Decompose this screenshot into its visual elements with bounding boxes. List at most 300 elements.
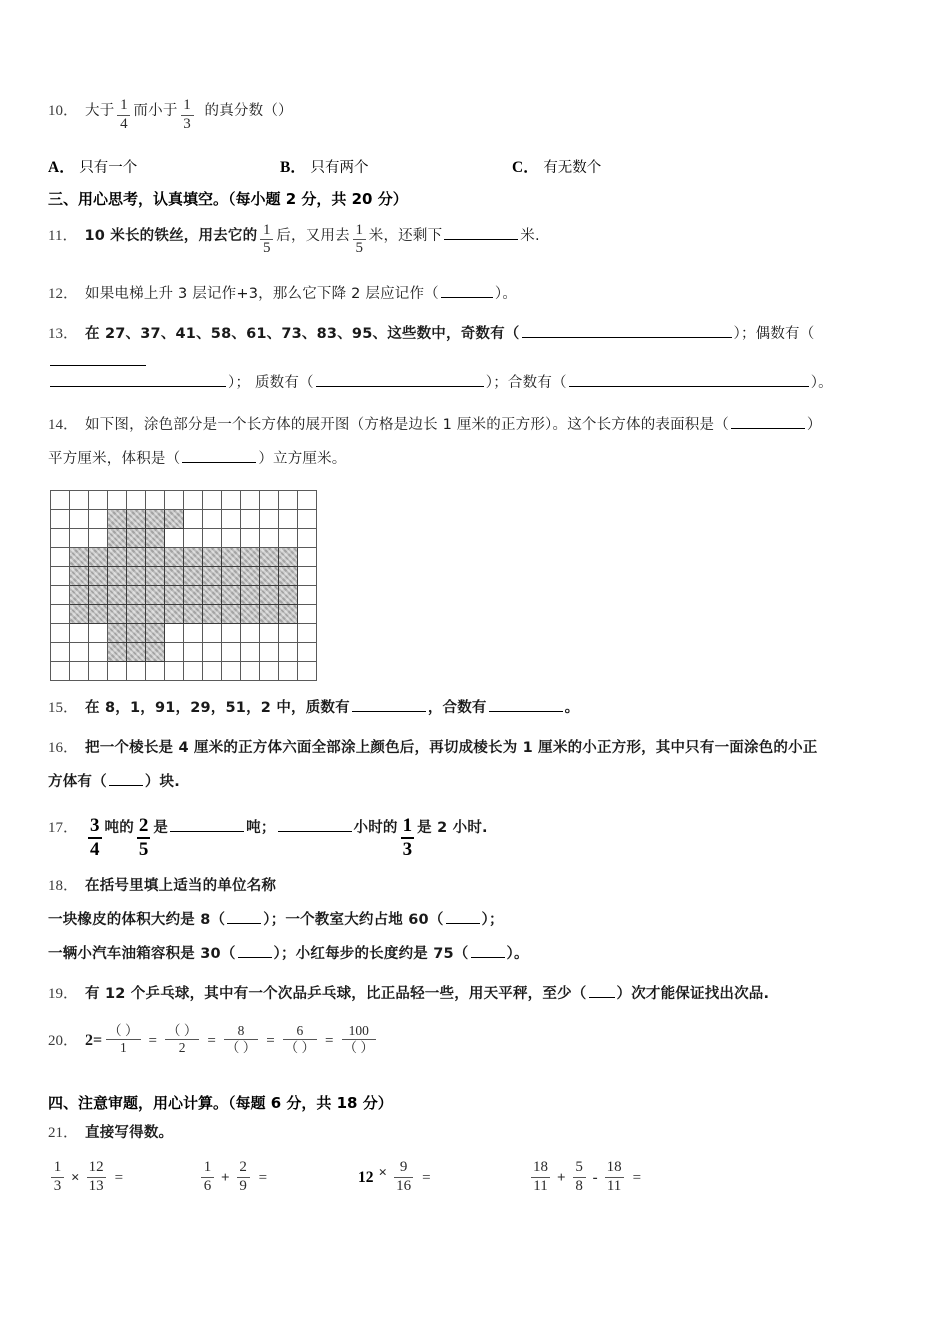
option-b-text: 只有两个 bbox=[310, 159, 369, 176]
answer-blank-q18-step[interactable] bbox=[471, 943, 505, 958]
grid-cell-shaded bbox=[222, 548, 241, 567]
question-12-part2: ）。 bbox=[494, 286, 518, 302]
grid-cell-shaded bbox=[146, 624, 165, 643]
expr-3-fraction bbox=[394, 1160, 413, 1195]
option-c-text: 有无数个 bbox=[543, 159, 602, 176]
question-17-part2: 是 bbox=[153, 820, 169, 836]
grid-cell-shaded bbox=[108, 510, 127, 529]
grid-cell-empty bbox=[203, 662, 222, 681]
question-21 bbox=[48, 1119, 914, 1147]
grid-cell-shaded bbox=[222, 567, 241, 586]
answer-blank-q13-even-end[interactable] bbox=[50, 372, 226, 387]
question-18 bbox=[48, 869, 914, 903]
question-20-number: 20． bbox=[48, 1032, 79, 1049]
question-15-number: 15． bbox=[48, 700, 79, 716]
grid-cell-shaded bbox=[241, 567, 260, 586]
fraction-denominator: 5 bbox=[138, 838, 149, 860]
grid-cell-empty bbox=[279, 643, 298, 662]
grid-cell-shaded bbox=[108, 567, 127, 586]
grid-cell-empty bbox=[165, 529, 184, 548]
grid-cell-shaded bbox=[146, 548, 165, 567]
question-11 bbox=[48, 221, 914, 264]
question-13-part1: 在 27、37、41、58、61、73、83、95、这些数中，奇数有（ bbox=[85, 326, 520, 342]
answer-blank-q14-volume[interactable] bbox=[182, 448, 256, 463]
grid-cell-shaded bbox=[70, 567, 89, 586]
fraction-one-third bbox=[181, 98, 194, 133]
expr-4-equals: = bbox=[632, 1169, 642, 1186]
expr-2-fraction bbox=[237, 1160, 250, 1195]
question-18-number: 18． bbox=[48, 877, 79, 894]
grid-row bbox=[51, 643, 317, 662]
question-14-part4: ）立方厘米。 bbox=[258, 451, 347, 467]
grid-cell-shaded bbox=[241, 548, 260, 567]
answer-blank-q11[interactable] bbox=[444, 225, 518, 240]
question-10-options bbox=[48, 155, 914, 177]
question-18-line2-b: ）；小红每步的长度约是 75（ bbox=[273, 945, 469, 962]
grid-cell-shaded bbox=[127, 643, 146, 662]
question-15-part2: ，合数有 bbox=[427, 700, 487, 716]
grid-cell-shaded bbox=[127, 510, 146, 529]
fraction-denominator: 2 bbox=[178, 1040, 186, 1056]
grid-cell-empty bbox=[298, 529, 317, 548]
fraction-denominator: 4 bbox=[120, 115, 128, 132]
grid-cell-empty bbox=[260, 510, 279, 529]
fraction-denominator: 5 bbox=[355, 240, 364, 257]
operator-sign: + bbox=[221, 1169, 230, 1186]
grid-cell-shaded bbox=[165, 605, 184, 624]
grid-cell-shaded bbox=[260, 586, 279, 605]
grid-cell-shaded bbox=[146, 605, 165, 624]
question-19-number: 19． bbox=[48, 985, 79, 1002]
fraction-one-fifth-a bbox=[260, 223, 273, 258]
operator-sign: × bbox=[71, 1169, 80, 1186]
grid-cell-empty bbox=[241, 643, 260, 662]
equals-sign: = bbox=[207, 1032, 216, 1049]
question-17-part4: 小时的 bbox=[353, 820, 398, 836]
grid-cell-shaded bbox=[279, 548, 298, 567]
fraction-numerator: 9 bbox=[399, 1158, 408, 1175]
question-14-number: 14． bbox=[48, 417, 79, 433]
question-15-part3: 。 bbox=[564, 700, 580, 716]
q20-term-5 bbox=[342, 1024, 376, 1055]
question-11-part4: 米. bbox=[520, 227, 540, 244]
question-15-part1: 在 8，1，91，29，51，2 中，质数有 bbox=[85, 700, 350, 716]
grid-cell-empty bbox=[222, 491, 241, 510]
expr-1 bbox=[48, 1158, 198, 1196]
grid-cell-shaded bbox=[279, 586, 298, 605]
grid-cell-empty bbox=[165, 624, 184, 643]
grid-cell-shaded bbox=[260, 605, 279, 624]
grid-cell-shaded bbox=[260, 548, 279, 567]
question-21-number: 21． bbox=[48, 1124, 79, 1141]
operator-sign: - bbox=[592, 1169, 598, 1186]
grid-cell-empty bbox=[222, 662, 241, 681]
grid-cell-shaded bbox=[70, 586, 89, 605]
grid-cell-empty bbox=[184, 662, 203, 681]
question-18-line-2 bbox=[48, 937, 914, 971]
grid-row bbox=[51, 586, 317, 605]
q20-term-1 bbox=[106, 1024, 140, 1055]
fraction-numerator: 12 bbox=[88, 1158, 104, 1175]
question-14-cont bbox=[48, 442, 914, 476]
operator-sign: × bbox=[378, 1164, 388, 1181]
grid-cell-shaded bbox=[108, 548, 127, 567]
question-13-part2: ）；偶数有（ bbox=[733, 326, 815, 342]
grid-row bbox=[51, 567, 317, 586]
question-10-number: 10． bbox=[48, 103, 79, 119]
grid-cell-empty bbox=[241, 510, 260, 529]
grid-cell-shaded bbox=[127, 586, 146, 605]
equals-sign: = bbox=[325, 1032, 334, 1049]
fraction-denominator: 11 bbox=[533, 1177, 548, 1194]
grid-cell-shaded bbox=[203, 586, 222, 605]
expr-3-equals: = bbox=[422, 1169, 431, 1186]
grid-cell-empty bbox=[51, 491, 70, 510]
question-13-part3: ）； 质数有（ bbox=[228, 375, 314, 391]
grid-cell-empty bbox=[279, 624, 298, 643]
grid-cell-empty bbox=[70, 643, 89, 662]
question-16-part2: 方体有（ bbox=[48, 774, 107, 790]
grid-cell-shaded bbox=[241, 586, 260, 605]
grid-cell-shaded bbox=[89, 548, 108, 567]
fraction-numerator: 2 bbox=[239, 1158, 247, 1175]
grid-cell-shaded bbox=[184, 586, 203, 605]
grid-cell-empty bbox=[279, 529, 298, 548]
fraction-one-fifth-b bbox=[353, 223, 366, 258]
question-17-part1: 吨的 bbox=[104, 820, 134, 836]
question-12-part1: 如果电梯上升 3 层记作+3，那么它下降 2 层应记作（ bbox=[85, 286, 439, 302]
grid-cell-empty bbox=[89, 662, 108, 681]
fraction-denominator: 3 bbox=[402, 838, 413, 860]
grid-cell-empty bbox=[165, 643, 184, 662]
grid-cell-shaded bbox=[70, 548, 89, 567]
question-18-line1-c: ）； bbox=[481, 911, 504, 928]
grid-cell-empty bbox=[260, 624, 279, 643]
expr-3-lead: 12 bbox=[358, 1169, 374, 1187]
answer-blank-q13-even-start[interactable] bbox=[50, 351, 146, 366]
option-c[interactable] bbox=[512, 155, 601, 177]
grid-cell-empty bbox=[70, 529, 89, 548]
question-18-line2-a: 一辆小汽车油箱容积是 30（ bbox=[48, 945, 236, 962]
question-16-part1: 把一个棱长是 4 厘米的正方体六面全部涂上颜色后，再切成棱长为 1 厘米的小正方形，其中只有一面涂色的小正 bbox=[85, 740, 818, 756]
question-18-line1-a: 一块橡皮的体积大约是 8（ bbox=[48, 911, 226, 928]
grid-cell-shaded bbox=[127, 624, 146, 643]
grid-row bbox=[51, 548, 317, 567]
fraction-numerator: 18 bbox=[533, 1158, 548, 1175]
answer-blank-q13-prime[interactable] bbox=[316, 372, 484, 387]
section-3-heading: 三、用心思考，认真填空。（每小题 2 分，共 20 分） bbox=[48, 189, 408, 208]
grid-cell-empty bbox=[51, 548, 70, 567]
grid-row bbox=[51, 529, 317, 548]
grid-row bbox=[51, 662, 317, 681]
fraction-three-fourths bbox=[88, 816, 102, 860]
grid-cell-empty bbox=[279, 510, 298, 529]
grid-cell-shaded bbox=[146, 510, 165, 529]
grid-cell-shaded bbox=[89, 605, 108, 624]
expr-2-equals: = bbox=[258, 1169, 268, 1186]
grid-cell-empty bbox=[298, 491, 317, 510]
grid-cell-empty bbox=[222, 529, 241, 548]
grid-cell-empty bbox=[222, 624, 241, 643]
fraction-denominator: （ ） bbox=[225, 1040, 257, 1056]
expr-1-fraction bbox=[51, 1160, 64, 1195]
question-19-part2: ）次才能保证找出次品. bbox=[616, 985, 770, 1002]
grid-cell-empty bbox=[70, 510, 89, 529]
question-16-cont bbox=[48, 765, 914, 799]
fraction-denominator: 5 bbox=[263, 240, 271, 257]
grid-cell-empty bbox=[203, 529, 222, 548]
grid-cell-empty bbox=[298, 605, 317, 624]
question-10-text-before: 大于 bbox=[85, 103, 115, 119]
answer-blank-q12[interactable] bbox=[441, 283, 493, 298]
fraction-numerator: 8 bbox=[237, 1023, 245, 1039]
fraction-numerator: 1 bbox=[402, 815, 413, 836]
grid-cell-shaded bbox=[165, 510, 184, 529]
answer-blank-q18-fueltank[interactable] bbox=[238, 943, 272, 958]
expr-1-equals: = bbox=[114, 1169, 124, 1186]
option-c-label: C． bbox=[512, 158, 539, 176]
fraction-denominator: 16 bbox=[396, 1177, 412, 1194]
grid-cell-shaded bbox=[279, 605, 298, 624]
grid-cell-shaded bbox=[260, 567, 279, 586]
answer-blank-q15-composite[interactable] bbox=[489, 697, 563, 712]
fraction-denominator: （ ） bbox=[343, 1040, 374, 1056]
fraction-numerator: （ ） bbox=[108, 1023, 139, 1039]
grid-cell-empty bbox=[222, 510, 241, 529]
grid-cell-empty bbox=[298, 662, 317, 681]
grid-cell-empty bbox=[146, 662, 165, 681]
question-13-part5: ）。 bbox=[810, 375, 833, 391]
net-of-cuboid-grid bbox=[50, 490, 317, 681]
grid-cell-empty bbox=[260, 662, 279, 681]
question-17-number: 17． bbox=[48, 820, 79, 836]
grid-cell-empty bbox=[51, 586, 70, 605]
question-13-number: 13． bbox=[48, 326, 79, 342]
grid-cell-empty bbox=[51, 510, 70, 529]
grid-cell-shaded bbox=[146, 586, 165, 605]
option-a[interactable] bbox=[48, 155, 280, 177]
grid-cell-empty bbox=[89, 643, 108, 662]
question-11-number: 11． bbox=[48, 227, 78, 244]
question-17-part5: 是 2 小时. bbox=[417, 820, 488, 836]
question-10 bbox=[48, 96, 914, 139]
fraction-denominator: 4 bbox=[90, 838, 100, 860]
grid-cell-empty bbox=[203, 510, 222, 529]
fraction-one-fourth bbox=[117, 98, 130, 133]
expr-4-fraction bbox=[531, 1160, 550, 1195]
question-16-number: 16． bbox=[48, 740, 79, 756]
grid-figure-wrapper bbox=[50, 490, 914, 681]
grid-cell-shaded bbox=[184, 548, 203, 567]
grid-cell-empty bbox=[89, 491, 108, 510]
fraction-denominator: 1 bbox=[119, 1040, 127, 1056]
question-17-part3: 吨； bbox=[246, 820, 276, 836]
question-12-number: 12． bbox=[48, 286, 79, 302]
operator-sign: + bbox=[557, 1169, 566, 1186]
question-21-expressions bbox=[48, 1158, 914, 1196]
q20-term-2 bbox=[165, 1024, 199, 1055]
grid-cell-shaded bbox=[108, 529, 127, 548]
expr-2 bbox=[198, 1158, 358, 1196]
answer-blank-q18-eraser[interactable] bbox=[227, 909, 261, 924]
grid-cell-empty bbox=[241, 529, 260, 548]
grid-cell-shaded bbox=[108, 586, 127, 605]
grid-row bbox=[51, 510, 317, 529]
answer-blank-q18-classroom[interactable] bbox=[446, 909, 480, 924]
grid-cell-empty bbox=[184, 510, 203, 529]
grid-cell-shaded bbox=[108, 605, 127, 624]
grid-cell-shaded bbox=[146, 529, 165, 548]
expr-4 bbox=[528, 1158, 642, 1196]
grid-cell-shaded bbox=[127, 548, 146, 567]
grid-cell-empty bbox=[203, 624, 222, 643]
grid-cell-empty bbox=[203, 491, 222, 510]
question-17 bbox=[48, 807, 914, 861]
question-13-part4: ）；合数有（ bbox=[485, 375, 567, 391]
question-14-part3: 平方厘米，体积是（ bbox=[48, 451, 181, 467]
grid-row bbox=[51, 491, 317, 510]
question-14-part2: ） bbox=[806, 417, 822, 433]
grid-cell-shaded bbox=[70, 605, 89, 624]
grid-cell-empty bbox=[127, 491, 146, 510]
grid-cell-empty bbox=[51, 605, 70, 624]
fraction-numerator: 100 bbox=[348, 1023, 369, 1039]
fraction-denominator: 3 bbox=[53, 1177, 62, 1194]
grid-cell-empty bbox=[165, 491, 184, 510]
question-13-cont bbox=[48, 366, 914, 400]
option-a-text: 只有一个 bbox=[79, 159, 138, 176]
question-14-part1: 如下图，涂色部分是一个长方体的展开图（方格是边长 1 厘米的正方形）。这个长方体的表面积是（ bbox=[85, 417, 729, 433]
fraction-two-fifths bbox=[137, 816, 151, 860]
grid-cell-shaded bbox=[108, 624, 127, 643]
answer-blank-q17-hours[interactable] bbox=[278, 817, 352, 832]
option-b-label: B． bbox=[280, 158, 306, 176]
fraction-numerator: 2 bbox=[138, 815, 149, 836]
answer-blank-q14-surface[interactable] bbox=[731, 414, 805, 429]
question-10-text-after: 的真分数（） bbox=[204, 103, 293, 119]
question-11-part2: 后，又用去 bbox=[276, 227, 350, 244]
grid-cell-empty bbox=[298, 624, 317, 643]
grid-cell-empty bbox=[241, 662, 260, 681]
grid-cell-empty bbox=[108, 662, 127, 681]
grid-cell-shaded bbox=[184, 567, 203, 586]
grid-cell-empty bbox=[279, 491, 298, 510]
question-18-line1-b: ）；一个教室大约占地 60（ bbox=[263, 911, 444, 928]
question-20-lead: 2= bbox=[85, 1031, 103, 1049]
question-19-part1: 有 12 个乒乓球，其中有一个次品乒乓球，比正品轻一些，用天平秤，至少（ bbox=[85, 985, 587, 1002]
expr-1-fraction bbox=[87, 1160, 106, 1195]
grid-cell-empty bbox=[51, 529, 70, 548]
grid-cell-shaded bbox=[108, 643, 127, 662]
answer-blank-q16[interactable] bbox=[109, 771, 143, 786]
grid-cell-empty bbox=[203, 643, 222, 662]
grid-cell-empty bbox=[51, 643, 70, 662]
fraction-denominator: 11 bbox=[606, 1177, 622, 1194]
fraction-numerator: 1 bbox=[53, 1158, 62, 1175]
grid-cell-shaded bbox=[222, 586, 241, 605]
grid-cell-empty bbox=[184, 529, 203, 548]
answer-blank-q19[interactable] bbox=[589, 983, 615, 998]
fraction-numerator: 1 bbox=[203, 1158, 212, 1175]
grid-cell-empty bbox=[89, 529, 108, 548]
grid-cell-empty bbox=[184, 643, 203, 662]
answer-blank-q15-prime[interactable] bbox=[352, 697, 426, 712]
grid-cell-empty bbox=[89, 510, 108, 529]
fraction-numerator: 18 bbox=[606, 1158, 622, 1175]
grid-cell-shaded bbox=[89, 567, 108, 586]
question-20-terms bbox=[103, 1021, 379, 1061]
grid-cell-shaded bbox=[146, 567, 165, 586]
grid-cell-empty bbox=[51, 567, 70, 586]
grid-cell-empty bbox=[51, 624, 70, 643]
q20-term-4 bbox=[283, 1024, 317, 1055]
grid-cell-empty bbox=[146, 491, 165, 510]
expr-2-fraction bbox=[201, 1160, 214, 1195]
grid-cell-shaded bbox=[203, 567, 222, 586]
grid-cell-shaded bbox=[127, 529, 146, 548]
answer-blank-q17-tons[interactable] bbox=[170, 817, 244, 832]
question-12 bbox=[48, 277, 914, 311]
grid-cell-empty bbox=[70, 624, 89, 643]
grid-cell-shaded bbox=[89, 586, 108, 605]
grid-cell-empty bbox=[241, 624, 260, 643]
grid-cell-shaded bbox=[127, 605, 146, 624]
question-19 bbox=[48, 977, 914, 1011]
grid-cell-shaded bbox=[165, 567, 184, 586]
grid-cell-empty bbox=[70, 491, 89, 510]
answer-blank-q13-odd[interactable] bbox=[522, 323, 732, 338]
fraction-denominator: 9 bbox=[239, 1177, 247, 1194]
question-10-text-middle: 而小于 bbox=[133, 103, 178, 119]
grid-cell-shaded bbox=[165, 548, 184, 567]
grid-cell-empty bbox=[260, 491, 279, 510]
question-11-part1: 10 米长的铁丝，用去它的 bbox=[84, 227, 258, 244]
grid-cell-shaded bbox=[241, 605, 260, 624]
page-content bbox=[48, 96, 914, 1195]
grid-cell-empty bbox=[184, 491, 203, 510]
grid-cell-shaded bbox=[203, 605, 222, 624]
fraction-numerator: 1 bbox=[183, 97, 191, 113]
fraction-denominator: 3 bbox=[183, 115, 191, 132]
question-20 bbox=[48, 1021, 914, 1061]
fraction-denominator: 8 bbox=[575, 1177, 583, 1194]
question-16 bbox=[48, 731, 914, 765]
option-b[interactable] bbox=[280, 155, 512, 177]
question-14 bbox=[48, 408, 914, 442]
grid-row bbox=[51, 624, 317, 643]
answer-blank-q13-composite[interactable] bbox=[569, 372, 809, 387]
fraction-numerator: 1 bbox=[355, 221, 364, 238]
grid-row bbox=[51, 605, 317, 624]
grid-cell-empty bbox=[184, 624, 203, 643]
expr-4-fraction bbox=[605, 1160, 624, 1195]
grid-cell-empty bbox=[89, 624, 108, 643]
question-11-part3: 米，还剩下 bbox=[368, 227, 443, 244]
grid-cell-empty bbox=[222, 643, 241, 662]
grid-cell-empty bbox=[70, 662, 89, 681]
grid-cell-shaded bbox=[279, 567, 298, 586]
grid-cell-empty bbox=[165, 662, 184, 681]
grid-cell-empty bbox=[298, 510, 317, 529]
grid-cell-empty bbox=[260, 643, 279, 662]
grid-cell-shaded bbox=[222, 605, 241, 624]
question-15 bbox=[48, 691, 914, 725]
grid-cell-shaded bbox=[184, 605, 203, 624]
expr-4-fraction bbox=[573, 1160, 586, 1195]
grid-cell-shaded bbox=[203, 548, 222, 567]
grid-cell-empty bbox=[298, 586, 317, 605]
expr-3 bbox=[358, 1158, 528, 1196]
